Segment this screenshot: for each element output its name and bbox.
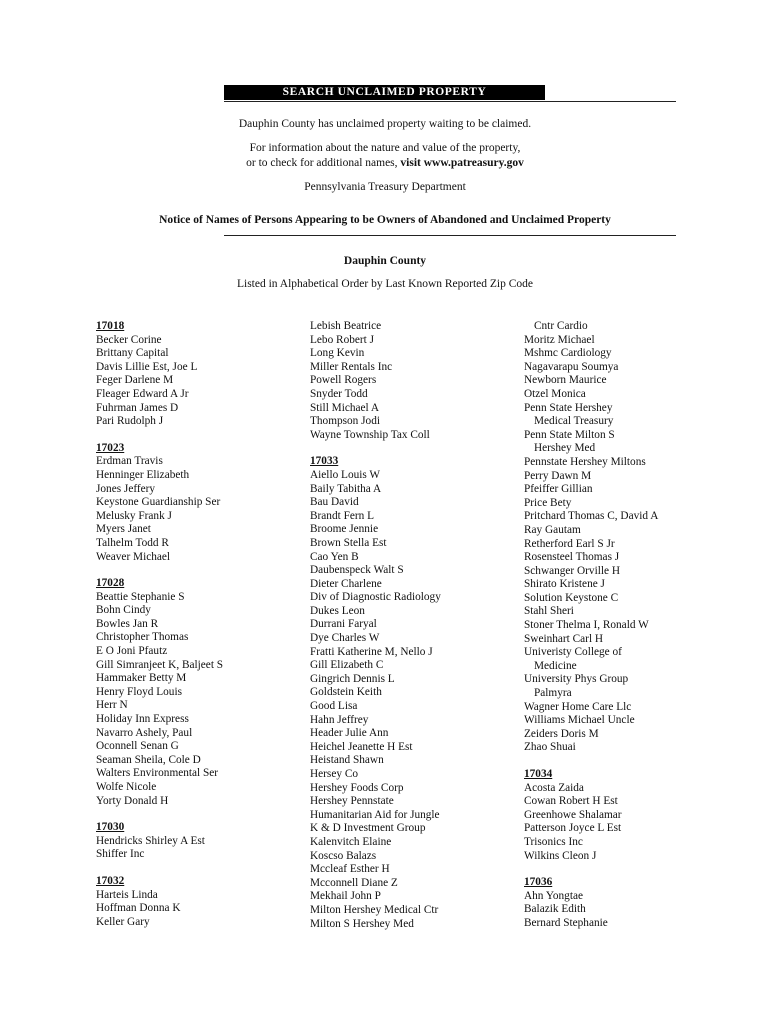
owner-name: Powell Rogers [310,374,377,387]
owner-name: Wolfe Nicole [96,781,157,793]
owner-name: Brandt Fern L [310,509,375,522]
owner-name: Penn State Hershey [524,401,613,414]
owner-name: Walters Environmental Ser [96,767,219,780]
owner-name: Perry Dawn M [524,469,592,482]
owner-name: Solution Keystone C [524,591,619,604]
owner-name: Yorty Donald H [96,794,169,807]
owner-name: Heichel Jeanette H Est [310,740,413,753]
owner-name: Gingrich Dennis L [310,672,395,685]
owner-name: Weaver Michael [96,550,171,563]
owner-name: Thompson Jodi [310,415,380,428]
owner-name: Cntr Cardio [534,320,588,332]
owner-name: Harteis Linda [96,888,158,901]
visit-line [0,156,770,170]
owner-name: Bowles Jan R [96,617,159,630]
owner-name: Lebish Beatrice [310,320,382,332]
owner-name: Div of Diagnostic Radiology [310,591,441,604]
owner-name: Header Julie Ann [310,727,389,740]
owner-name: Kalenvitch Elaine [310,835,392,848]
owner-name: Fuhrman James D [96,401,179,414]
owner-name: Keller Gary [96,915,150,928]
owner-name: Broome Jennie [310,523,379,536]
owner-name: Milton S Hershey Med [310,917,414,930]
owner-name: Daubenspeck Walt S [310,564,404,577]
owner-name: Stahl Sheri [524,605,574,618]
section-spacer [96,429,223,442]
owner-name: Brittany Capital [96,347,169,360]
owner-name: Still Michael A [310,401,380,414]
zip-heading: 17030 [96,821,125,834]
owner-name: Gill Elizabeth C [310,659,384,672]
info-line: For information about the nature and value of the property, [249,142,521,154]
zip-heading: 17018 [96,320,125,332]
owner-name: Hershey Foods Corp [310,781,404,794]
owner-name: Snyder Todd [310,387,368,400]
owner-name: Bernard Stephanie [524,916,608,929]
visit-prefix: or to check for additional names, [246,157,401,169]
owner-name: Medicine [534,659,577,672]
owner-name: Holiday Inn Express [96,713,189,726]
owner-name: Wayne Township Tax Coll [310,428,430,441]
owner-name: Pari Rudolph J [96,415,164,428]
owner-name: Stoner Thelma I, Ronald W [524,619,649,632]
owner-name: Keystone Guardianship Ser [96,496,221,509]
owner-name: K & D Investment Group [310,822,426,835]
owner-name: E O Joni Pfautz [96,645,168,658]
department-line: Pennsylvania Treasury Department [304,181,466,193]
intro-line: Dauphin County has unclaimed property waiting to be claimed. [238,118,532,130]
owner-name: Becker Corine [96,333,162,346]
owner-name: Greenhowe Shalamar [524,808,622,821]
owner-name: Hershey Med [534,442,596,455]
zip-heading: 17036 [524,876,553,889]
county-heading: Dauphin County [343,255,427,267]
banner-wrap [224,85,676,102]
owner-name: Univeristy College of [524,646,622,659]
owner-name: Long Kevin [310,347,365,360]
owner-name: Fratti Katherine M, Nello J [310,645,433,658]
owner-name: Feger Darlene M [96,374,174,387]
owner-name: Trisonics Inc [524,835,583,848]
owner-name: Aiello Louis W [310,468,381,481]
section-spacer [96,564,223,577]
owner-name: Myers Janet [96,523,151,536]
owner-name: Rosensteel Thomas J [524,551,620,564]
owner-name: Mshmc Cardiology [524,347,612,360]
owner-name: Acosta Zaida [524,781,584,794]
owner-name: Pritchard Thomas C, David A [524,510,659,523]
owner-name: Medical Treasury [534,415,614,428]
owner-name: Shiffer Inc [96,848,145,861]
owner-name: Williams Michael Uncle [524,714,635,727]
owner-name: Goldstein Keith [310,686,382,699]
name-column-1 [96,320,223,929]
owner-name: Mekhail John P [310,890,381,903]
zip-heading: 17028 [96,577,125,590]
owner-name: Gill Simranjeet K, Baljeet S [96,658,224,671]
owner-name: Hahn Jeffrey [310,713,369,726]
owner-name: Hoffman Donna K [96,902,181,915]
owner-name: Herr N [96,699,128,712]
top-rule [224,101,676,102]
visit-link[interactable]: visit www.patreasury.gov [400,157,524,169]
owner-name: Henninger Elizabeth [96,468,190,481]
owner-name: Zeiders Doris M [524,727,599,740]
owner-name: Hammaker Betty M [96,672,187,685]
owner-name: University Phys Group [524,673,629,686]
zip-heading: 17023 [96,441,125,454]
owner-name: Good Lisa [310,700,358,713]
section-spacer [310,442,441,455]
owner-name: Davis Lillie Est, Joe L [96,360,198,373]
owner-name: Cowan Robert H Est [524,795,618,808]
owner-name: Heistand Shawn [310,754,384,767]
owner-name: Christopher Thomas [96,631,189,644]
owner-name: Beattie Stephanie S [96,590,185,603]
owner-name: Melusky Frank J [96,509,172,522]
owner-name: Moritz Michael [524,333,595,346]
owner-name: Pfeiffer Gillian [524,483,593,496]
owner-name: Ray Gautam [524,523,581,536]
owner-name: Patterson Joyce L Est [524,822,622,835]
owner-name: Cao Yen B [310,550,359,563]
owner-name: Hersey Co [310,768,359,780]
name-column-2 [310,320,441,931]
owner-name: Fleager Edward A Jr [96,387,189,400]
owner-name: Brown Stella Est [310,536,387,549]
owner-name: Otzel Monica [524,387,586,400]
section-spacer [524,863,658,876]
zip-heading: 17034 [524,768,553,780]
owner-name: Zhao Shuai [524,741,576,754]
owner-name: Hendricks Shirley A Est [96,834,205,847]
owner-name: Navarro Ashely, Paul [96,726,193,739]
owner-name: Bohn Cindy [96,604,151,617]
owner-name: Mccleaf Esther H [310,863,390,876]
owner-name: Dye Charles W [310,632,380,645]
owner-name: Palmyra [534,687,572,700]
section-spacer [96,808,223,821]
section-spacer [524,755,658,768]
owner-name: Nagavarapu Soumya [524,360,619,373]
owner-name: Balazik Edith [524,903,586,916]
owner-name: Hershey Pennstate [310,795,394,808]
name-column-3 [524,320,658,931]
owner-name: Sweinhart Carl H [524,632,604,645]
owner-name: Baily Tabitha A [310,482,382,495]
zip-heading: 17033 [310,455,339,468]
owner-name: Talhelm Todd R [96,536,169,549]
owner-name: Dieter Charlene [310,577,382,590]
section-spacer [96,862,223,875]
owner-name: Penn State Milton S [524,428,615,441]
owner-name: Retherford Earl S Jr [524,537,615,550]
owner-name: Koscso Balazs [310,849,377,862]
owner-name: Schwanger Orville H [524,564,620,577]
owner-name: Price Bety [524,496,572,509]
owner-name: Mcconnell Diane Z [310,876,398,889]
owner-name: Miller Rentals Inc [310,360,393,373]
zip-heading: 17032 [96,874,125,887]
owner-name: Oconnell Senan G [96,740,179,753]
owner-name: Humanitarian Aid for Jungle [310,808,440,821]
owner-name: Pennstate Hershey Miltons [524,455,646,468]
page-banner: SEARCH UNCLAIMED PROPERTY [224,85,545,100]
owner-name: Lebo Robert J [310,333,375,346]
owner-name: Jones Jeffery [96,482,156,495]
notice-title: Notice of Names of Persons Appearing to be Owners of Abandoned and Unclaimed Property [159,214,611,226]
owner-name: Erdman Travis [96,455,163,468]
owner-name: Seaman Sheila, Cole D [96,753,201,766]
listing-subtitle: Listed in Alphabetical Order by Last Known Reported Zip Code [236,278,534,290]
owner-name: Shirato Kristene J [524,578,605,591]
owner-name: Henry Floyd Louis [96,685,182,698]
owner-name: Wagner Home Care Llc [524,700,632,713]
owner-name: Milton Hershey Medical Ctr [310,903,439,916]
notice-rule [224,235,676,236]
owner-name: Bau David [310,496,359,509]
owner-name: Ahn Yongtae [524,889,583,902]
owner-name: Wilkins Cleon J [524,849,597,862]
owner-name: Dukes Leon [310,604,365,617]
owner-name: Newborn Maurice [524,374,607,387]
owner-name: Durrani Faryal [310,618,377,631]
